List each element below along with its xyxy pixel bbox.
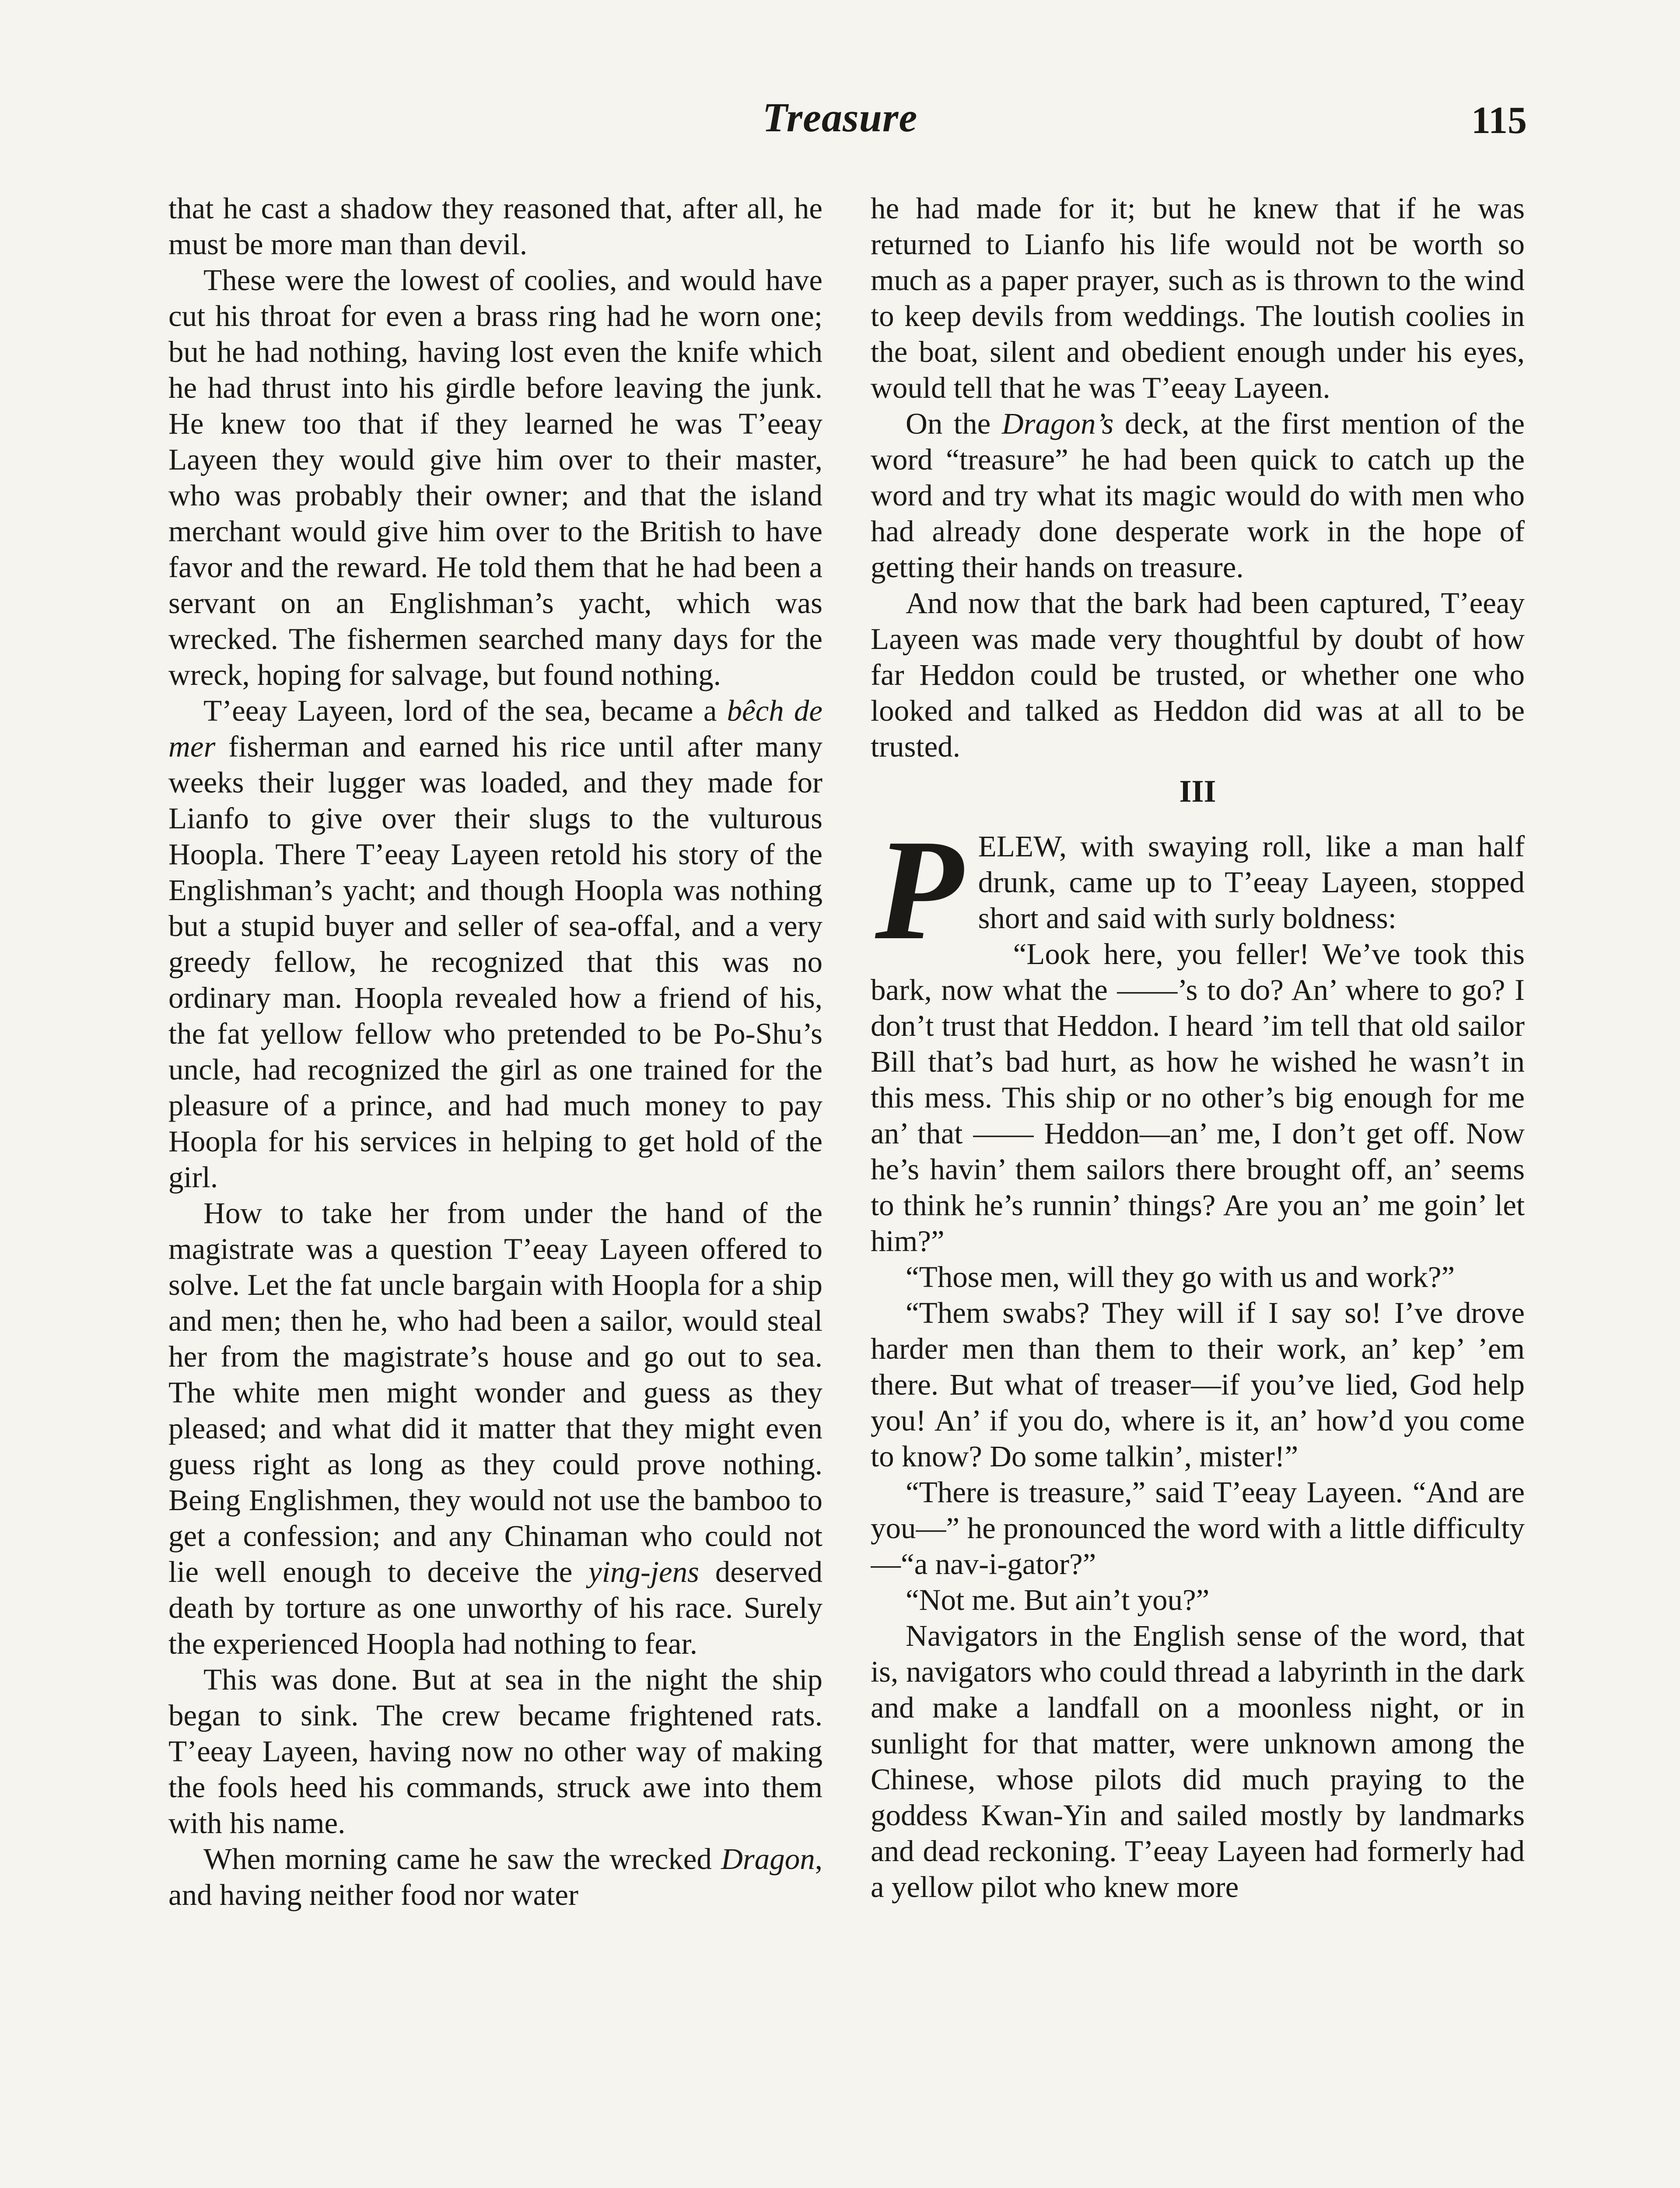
paragraph xyxy=(168,1841,822,1913)
drop-cap: P xyxy=(875,810,963,970)
paragraph-text: How to take her from under the hand of the magistrate was a question T’eeay Layeen offered to solve. Let the fat uncle bargain with Hoopla for a ship and men; then he, who had been a sailor, would steal her from the magistrate’s house and go out to sea. The white men might wonder and guess as they pleased; and what did it matter that they might even guess right as long as they could prove nothing. Being Englishmen, they would not use the bamboo to get a confession; and any Chinaman who could not lie well enough to deceive the xyxy=(168,1196,822,1588)
paragraph xyxy=(168,1195,822,1662)
italic-phrase: Dragon’s xyxy=(1001,407,1114,440)
paragraph: “There is treasure,” said T’eeay Layeen. “And are you—” he pronounced the word with a little difficulty—“a nav-i-gator?” xyxy=(871,1476,1525,1581)
paragraph: that he cast a shadow they reasoned that, after all, he must be more man than devil. xyxy=(168,192,822,261)
paragraph-text: When morning came he saw the wrecked xyxy=(203,1842,721,1876)
paragraph xyxy=(168,693,822,1195)
italic-phrase: bêch de mer xyxy=(168,694,822,763)
paragraph-text: ELEW, with swaying roll, like a man half drunk, came up to T’eeay Layeen, stopped short and said with surly boldness: xyxy=(978,830,1525,935)
italic-phrase: ying-jens xyxy=(588,1555,700,1588)
paragraph-text: deserved death by torture as one unworthy of his race. Surely the experienced Hoopla had nothing to fear. xyxy=(168,1555,822,1660)
left-column xyxy=(168,190,822,2188)
paragraph: These were the lowest of coolies, and would have cut his throat for even a brass ring had he worn one; but he had nothing, having lost even the knife which he had thrust into his girdle before leaving the junk. He knew too that if they learned he was T’eeay Layeen they would give him over to their master, who was probably their owner; and that the island merchant would give him over to the British to have favor and the reward. He told them that he had been a servant on an Englishman’s yacht, which was wrecked. The fishermen searched many days for the wreck, hoping for salvage, but found nothing. xyxy=(168,263,822,691)
paragraph: This was done. But at sea in the night the ship began to sink. The crew became frightened rats. T’eeay Layeen, having now no other way of making the fools heed his commands, struck awe into them with his name. xyxy=(168,1663,822,1840)
paragraph-text: On the xyxy=(906,407,1002,440)
paragraph: And now that the bark had been captured, T’eeay Layeen was made very thoughtful by doubt of how far Heddon could be trusted, or whether one who looked and talked as Heddon did was at all to be trusted. xyxy=(871,586,1525,763)
paragraph-text: , and having neither food nor water xyxy=(168,1842,822,1911)
paragraph: “Those men, will they go with us and work?” xyxy=(906,1260,1455,1294)
paragraph xyxy=(871,406,1525,585)
running-title: Treasure xyxy=(762,95,918,140)
paragraph-text: deck, at the first mention of the word “treasure” he had been quick to catch up the word and try what its magic would do with men who had already done desperate work in the hope of getting their hands on treasure. xyxy=(871,407,1525,584)
right-column xyxy=(871,190,1525,2188)
paragraph-text: T’eeay Layeen, lord of the sea, became a xyxy=(203,694,727,727)
paragraph-text: fisherman and earned his rice until after many weeks their lugger was loaded, and they made for Lianfo to give over their slugs to the vulturous Hoopla. There T’eeay Layeen retold his story of the Englishman’s yacht; and though Hoopla was nothing but a stupid buyer and seller of sea-offal, and a very greedy fellow, he recognized that this was no ordinary man. Hoopla revealed how a friend of his, the fat yellow fellow who pretended to be Po-Shu’s uncle, had recognized the girl as one trained for the pleasure of a prince, and had much money to pay Hoopla for his services in helping to get hold of the girl. xyxy=(168,730,822,1194)
italic-phrase: Dragon xyxy=(721,1842,815,1876)
paragraph xyxy=(871,810,1525,970)
page-number: 115 xyxy=(1471,99,1527,142)
paragraph: “Not me. But ain’t you?” xyxy=(906,1583,1210,1616)
paragraph: he had made for it; but he knew that if he was returned to Lianfo his life would not be worth so much as a paper prayer, such as is thrown to the wind to keep devils from weddings. The loutish coolies in the boat, silent and obedient enough under his eyes, would tell that he was T’eeay Layeen. xyxy=(871,192,1525,404)
paragraph: “Them swabs? They will if I say so! I’ve drove harder men than them to their work, an’ kep’ ’em there. But what of treaser—if you’ve lied, God help you! An’ if you do, where is it, an’ how’d you come to know? Do some talkin’, mister!” xyxy=(871,1296,1525,1473)
paragraph: “Look here, you feller! We’ve took this bark, now what the ——’s to do? An’ where to go? I don’t trust that Heddon. I heard ’im tell that old sailor Bill that’s bad hurt, as how he wished he wasn’t in this mess. This ship or no other’s big enough for me an’ that —— Heddon—an’ me, I don’t get off. Now he’s havin’ them sailors there brought off, an’ seems to think he’s runnin’ things? Are you an’ me goin’ let him?” xyxy=(871,937,1525,1258)
paragraph: Navigators in the English sense of the word, that is, navigators who could thread a labyrinth in the dark and make a landfall on a moonless night, or in sunlight for that matter, were unknown among the Chinese, whose pilots did much praying to the goddess Kwan-Yin and sailed mostly by landmarks and dead reckoning. T’eeay Layeen had formerly had a yellow pilot who knew more xyxy=(871,1619,1525,1904)
section-number: III xyxy=(1179,774,1216,809)
